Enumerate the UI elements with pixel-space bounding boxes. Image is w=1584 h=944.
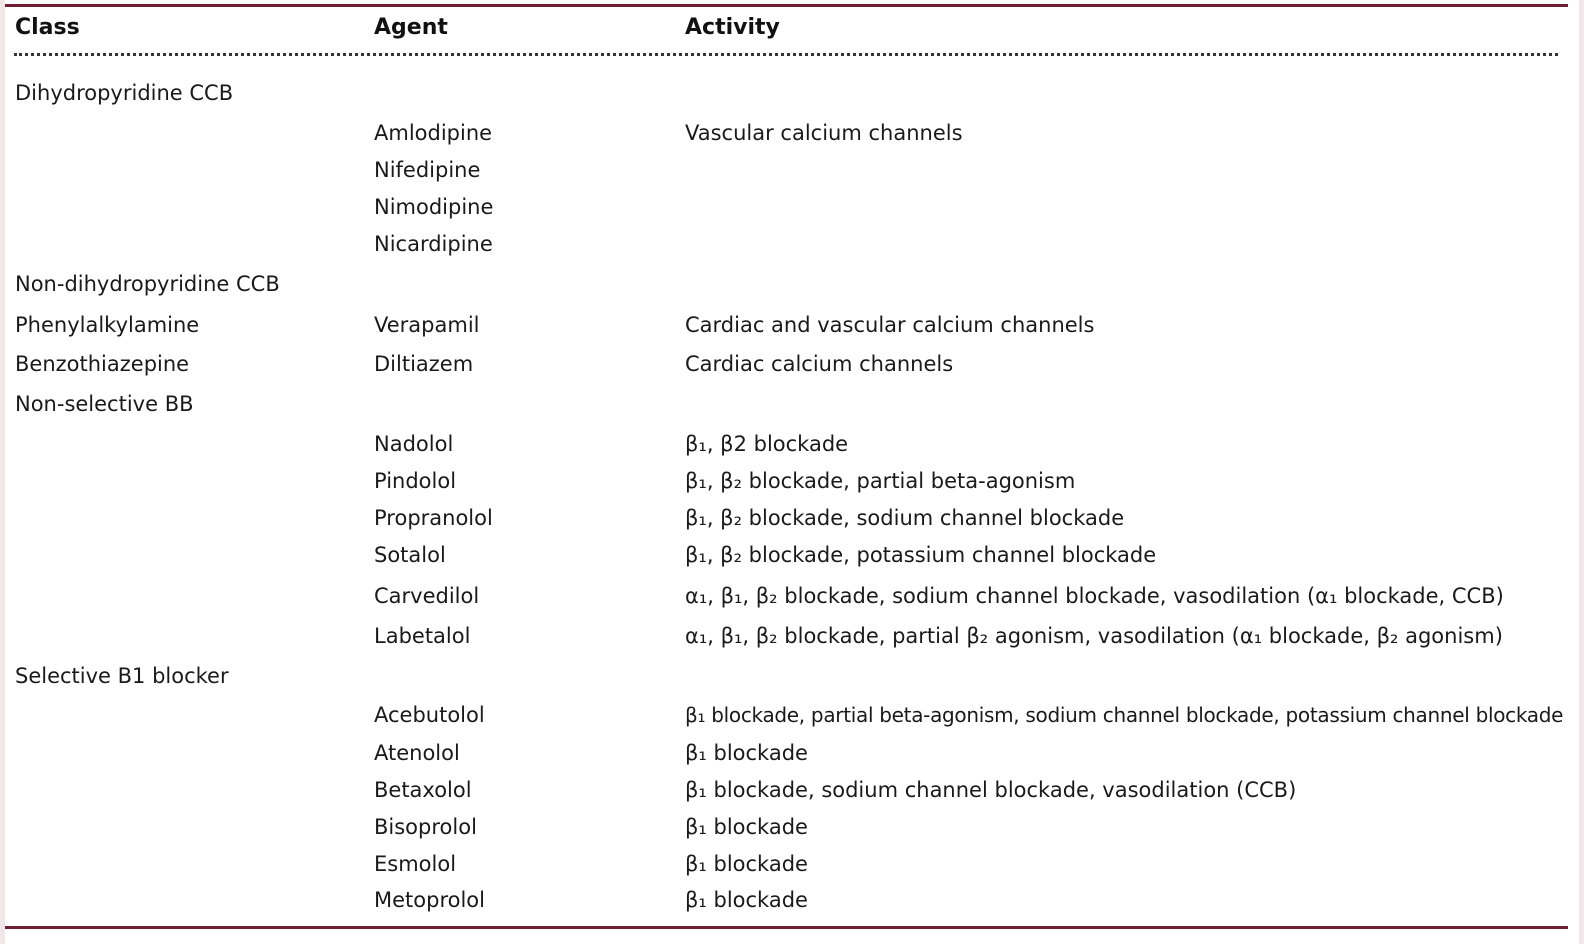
- table-row: [0, 540, 1584, 570]
- table-row: [0, 349, 1584, 379]
- header-divider: [14, 53, 1558, 56]
- table-row: [0, 503, 1584, 533]
- table-row: [0, 429, 1584, 459]
- table-row: [0, 581, 1584, 611]
- activity-cell: α₁, β₁, β₂ blockade, partial β₂ agonism, vasodilation (α₁ blockade, β₂ agonism): [685, 624, 1503, 648]
- table-row: [0, 389, 1584, 419]
- activity-cell: β₁ blockade, sodium channel blockade, vasodilation (CCB): [685, 778, 1297, 802]
- agent-cell: Carvedilol: [374, 584, 480, 608]
- table-row: [0, 738, 1584, 768]
- agent-cell: Verapamil: [374, 313, 480, 337]
- activity-cell: β₁, β₂ blockade, sodium channel blockade: [685, 506, 1125, 530]
- header-activity: Activity: [685, 15, 780, 40]
- table-row: [0, 78, 1584, 108]
- agent-cell: Betaxolol: [374, 778, 472, 802]
- class-cell: Non-dihydropyridine CCB: [15, 272, 280, 296]
- activity-cell: α₁, β₁, β₂ blockade, sodium channel blockade, vasodilation (α₁ blockade, CCB): [685, 584, 1504, 608]
- table-row: [0, 310, 1584, 340]
- table-row: [0, 885, 1584, 915]
- agent-cell: Esmolol: [374, 852, 457, 876]
- agent-cell: Nadolol: [374, 432, 454, 456]
- activity-cell: β₁, β₂ blockade, potassium channel blockade: [685, 543, 1157, 567]
- table-header: [0, 12, 1584, 44]
- table-row: [0, 466, 1584, 496]
- class-cell: Benzothiazepine: [15, 352, 190, 376]
- table-row: [0, 192, 1584, 222]
- table-row: [0, 229, 1584, 259]
- class-cell: Non-selective BB: [15, 392, 194, 416]
- activity-cell: β₁ blockade: [685, 815, 808, 839]
- activity-cell: β₁ blockade: [685, 741, 808, 765]
- agent-cell: Atenolol: [374, 741, 460, 765]
- activity-cell: β₁ blockade: [685, 852, 808, 876]
- table-row: [0, 775, 1584, 805]
- agent-cell: Sotalol: [374, 543, 446, 567]
- table-row: [0, 661, 1584, 691]
- activity-cell: Vascular calcium channels: [685, 121, 963, 145]
- agent-cell: Nifedipine: [374, 158, 481, 182]
- agent-cell: Metoprolol: [374, 888, 485, 912]
- activity-cell: β₁ blockade: [685, 888, 808, 912]
- table-row: [0, 621, 1584, 651]
- agent-cell: Amlodipine: [374, 121, 493, 145]
- class-cell: Phenylalkylamine: [15, 313, 200, 337]
- agent-cell: Nicardipine: [374, 232, 493, 256]
- header-agent: Agent: [374, 15, 448, 40]
- activity-cell: Cardiac calcium channels: [685, 352, 954, 376]
- class-cell: Dihydropyridine CCB: [15, 81, 234, 105]
- activity-cell: Cardiac and vascular calcium channels: [685, 313, 1095, 337]
- agent-cell: Labetalol: [374, 624, 471, 648]
- class-cell: Selective B1 blocker: [15, 664, 229, 688]
- table-row: [0, 118, 1584, 148]
- table-row: [0, 812, 1584, 842]
- activity-cell: β₁, β₂ blockade, partial beta-agonism: [685, 469, 1076, 493]
- agent-cell: Diltiazem: [374, 352, 474, 376]
- agent-cell: Nimodipine: [374, 195, 494, 219]
- activity-cell: β₁, β2 blockade: [685, 432, 849, 456]
- agent-cell: Bisoprolol: [374, 815, 477, 839]
- top-rule: [5, 4, 1568, 7]
- table-row: [0, 155, 1584, 185]
- agent-cell: Pindolol: [374, 469, 457, 493]
- agent-cell: Propranolol: [374, 506, 493, 530]
- agent-cell: Acebutolol: [374, 703, 485, 727]
- bottom-rule: [5, 926, 1568, 929]
- table-row: [0, 700, 1584, 730]
- table-row: [0, 849, 1584, 879]
- table-row: [0, 269, 1584, 299]
- header-class: Class: [15, 15, 80, 40]
- activity-cell: β₁ blockade, partial beta-agonism, sodium channel blockade, potassium channel blockade: [685, 703, 1564, 727]
